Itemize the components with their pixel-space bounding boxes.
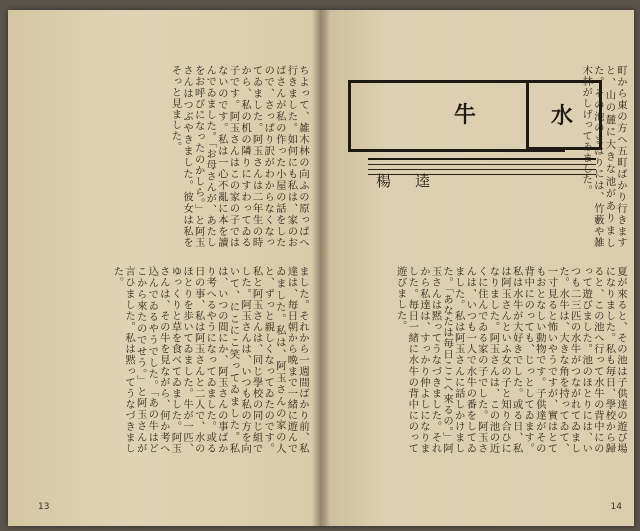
author-name: 楊逵 xyxy=(376,172,455,190)
right-page-number: 14 xyxy=(610,502,622,512)
right-page xyxy=(324,10,634,526)
left-page-lower-text: ました。それから一週間ばかり前、私達は、毎日朝から晩まで一緒に遊んでゐました。私は、阿玉さんの家の人と、ずっと親しくなってゐたのです。私と阿玉さんは、同じ學校の同じ組でした。阿玉さんは、いつも私の方を向いて、にこにこ笑ってゐました。私は、いつの間にか、阿玉さんの事ばかり考へるやうになってゐました。或る日の事、私は阿玉さんと二人で、水のほとりを歩いてゐました。牛が一匹、ゆっくりと草を食べてゐました。阿玉さんは、その牛を見ながら、何か考へ込んでゐるやうでした。「あの牛はどこから來たのでせう。」と阿玉さんが言ひました。私は黙ってうなづきました。 xyxy=(111,266,309,454)
story-title-block xyxy=(348,80,596,192)
book-spread xyxy=(8,10,634,526)
left-page-number: 13 xyxy=(38,502,50,512)
book-gutter xyxy=(312,10,330,526)
right-page-lower-text: 夏が來ると、その池は子供達の遊び場になりました。私も毎日、學校から歸ると、この池へ行って水牛の背中にのって遊びました。池のほとりには、いつも二三匹の水牛がつながれてゐました。水牛は、大きな角を持ってゐて、一寸見ると怖いやうですが、實はとてもおとなしい動物です。子供達がその背中にのっても、じっとしてゐます。私は水牛が大好きでした。或る日、私は阿玉さんといふ女の子と知り合ひになりました。阿玉さんは、この池の近くに住んでゐる家の子でした。阿玉さんは、いつも一人で水牛の番をしてゐました。私は阿玉さんに話しかけました。「あなたは毎日ここへ來るの。」阿玉さんは黙ってうなづきました。それから私達は、すっかり仲よしになりました。毎日一緒に水牛の背中にのって遊びました。 xyxy=(394,266,627,454)
title-char-water: 水 xyxy=(551,104,574,129)
left-page xyxy=(8,10,318,526)
left-page-upper-text: ちよって、雑木林の向ふの原っぱへ行きました。如何にも私は、家のおばさんが私の作った小屋の話をしたので、さっぱり訳がわからなくなってゐました。阿玉さんは二年生の時から、私の机の隣りにすわってゐる子です。阿玉さんはこの家の子ではないのです。私は一心不亂に本を讀んでゐました。「お母さんが、あたしをお呼びになったのかしら。」と阿玉さんはつぶやきました。彼女は私をそっと見ました。 xyxy=(169,65,309,248)
right-page-upper-text: 町から東の方へ五町ばかり行きますと、山の麓に大きな池がありました。その池のまはりには、竹藪や雑木林がしげってゐました。 xyxy=(580,65,627,248)
title-char-cow: 牛 xyxy=(454,103,477,128)
